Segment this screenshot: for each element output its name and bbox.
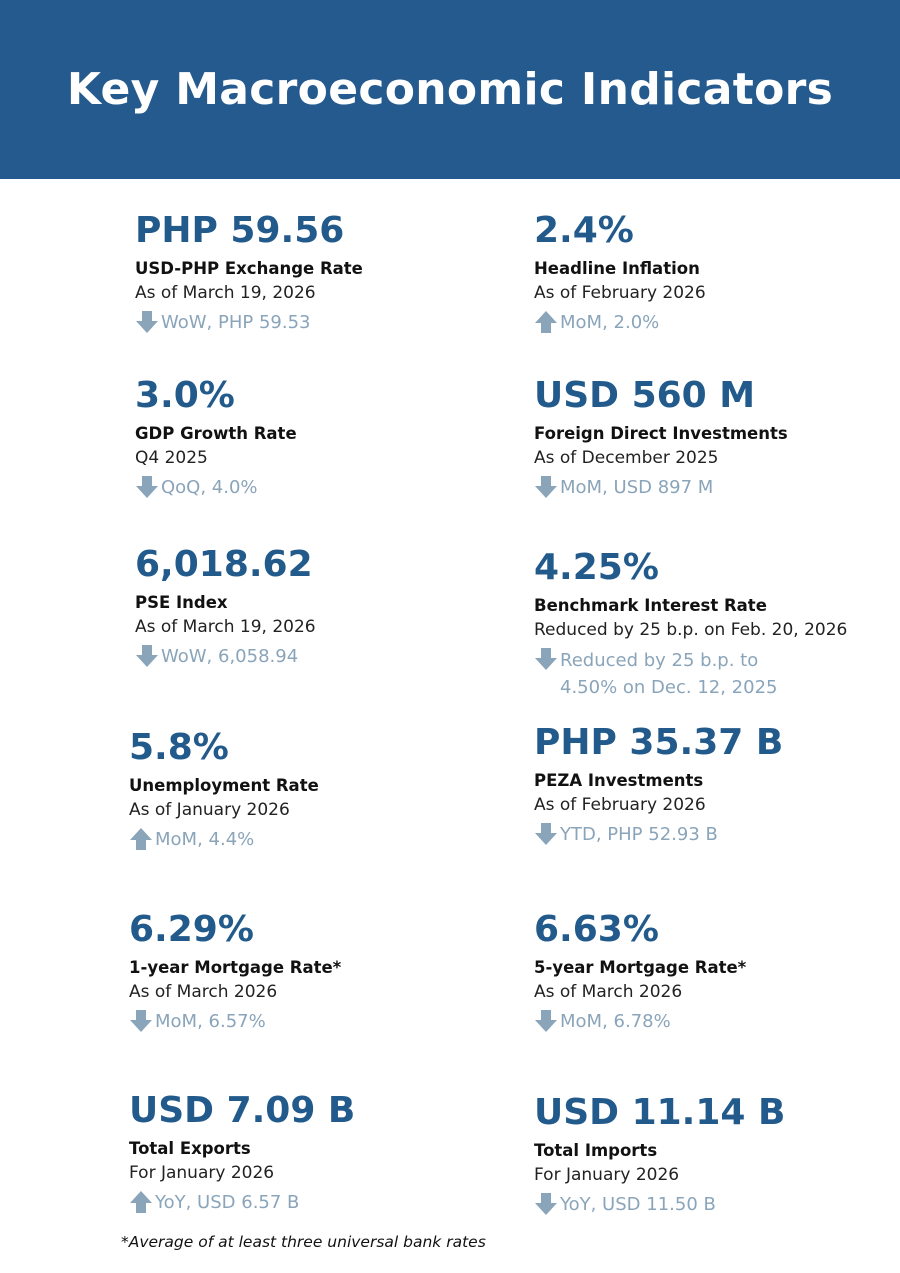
indicator-value: PHP 59.56 (135, 210, 345, 251)
indicator-value: 6,018.62 (135, 544, 313, 585)
footnote: *Average of at least three universal bank rates (121, 1233, 486, 1251)
arrow-down-icon (534, 1009, 558, 1033)
indicator-change (534, 1009, 746, 1035)
change-text: MoM, 4.4% (155, 829, 255, 850)
indicator-label: 5-year Mortgage Rate* (534, 958, 747, 977)
change-text: MoM, USD 897 M (560, 477, 714, 498)
indicator-date: Q4 2025 (135, 448, 208, 468)
indicator-change (135, 644, 316, 670)
indicator-5yr-mortgage (534, 908, 746, 1035)
indicator-value: USD 560 M (534, 375, 756, 416)
indicator-value: 5.8% (129, 727, 229, 768)
indicator-date: For January 2026 (129, 1163, 275, 1183)
indicator-label: GDP Growth Rate (135, 424, 297, 443)
header-banner (0, 0, 900, 179)
indicator-exchange-rate (135, 209, 363, 336)
indicator-value: 6.63% (534, 909, 659, 950)
indicator-date: As of February 2026 (534, 283, 706, 303)
indicator-value: 4.25% (534, 547, 659, 588)
indicator-total-imports (534, 1091, 785, 1218)
indicator-total-exports (129, 1089, 355, 1216)
arrow-up-icon (129, 1190, 153, 1214)
indicator-1yr-mortgage (129, 908, 341, 1035)
indicator-label: USD-PHP Exchange Rate (135, 259, 363, 278)
indicator-date: As of March 2026 (534, 982, 683, 1002)
arrow-down-icon (135, 644, 159, 668)
indicator-benchmark-interest (534, 546, 847, 701)
arrow-down-icon (534, 1192, 558, 1216)
indicator-change (534, 310, 706, 336)
change-text: QoQ, 4.0% (161, 477, 258, 498)
indicator-value: 2.4% (534, 210, 634, 251)
arrow-down-icon (135, 475, 159, 499)
indicator-label: 1-year Mortgage Rate* (129, 958, 342, 977)
indicator-value: 6.29% (129, 909, 254, 950)
arrow-down-icon (534, 822, 558, 846)
change-text: MoM, 6.78% (560, 1011, 671, 1032)
arrow-down-icon (129, 1009, 153, 1033)
change-text: Reduced by 25 b.p. to 4.50% on Dec. 12, 2025 (560, 650, 778, 698)
indicator-value: USD 7.09 B (129, 1090, 356, 1131)
indicator-change (534, 822, 783, 848)
indicator-date: As of January 2026 (129, 800, 290, 820)
indicator-change (135, 310, 363, 336)
indicator-pse-index (135, 543, 316, 670)
indicator-fdi (534, 374, 788, 501)
indicator-change (129, 827, 319, 853)
indicator-date: Reduced by 25 b.p. on Feb. 20, 2026 (534, 620, 848, 640)
indicator-headline-inflation (534, 209, 706, 336)
indicator-change (534, 475, 788, 501)
indicator-unemployment (129, 726, 319, 853)
indicator-label: Total Exports (129, 1139, 251, 1158)
indicator-label: Foreign Direct Investments (534, 424, 788, 443)
indicator-date: As of February 2026 (534, 795, 706, 815)
indicator-label: PEZA Investments (534, 771, 704, 790)
indicator-date: For January 2026 (534, 1165, 680, 1185)
indicator-date: As of December 2025 (534, 448, 719, 468)
indicator-change (534, 647, 847, 701)
arrow-up-icon (129, 827, 153, 851)
indicator-label: PSE Index (135, 593, 228, 612)
change-text: WoW, PHP 59.53 (161, 312, 311, 333)
arrow-up-icon (534, 310, 558, 334)
change-text: MoM, 6.57% (155, 1011, 266, 1032)
change-text: YoY, USD 6.57 B (155, 1192, 300, 1213)
indicator-peza-investments (534, 721, 783, 848)
indicator-change (135, 475, 297, 501)
change-text: YoY, USD 11.50 B (560, 1194, 716, 1215)
indicator-label: Headline Inflation (534, 259, 700, 278)
indicator-gdp-growth (135, 374, 297, 501)
change-text: WoW, 6,058.94 (161, 646, 299, 667)
arrow-down-icon (135, 310, 159, 334)
indicator-date: As of March 19, 2026 (135, 283, 316, 303)
indicator-change (129, 1009, 341, 1035)
indicator-label: Benchmark Interest Rate (534, 596, 767, 615)
change-text: YTD, PHP 52.93 B (560, 824, 718, 845)
indicator-value: USD 11.14 B (534, 1092, 786, 1133)
change-text: MoM, 2.0% (560, 312, 660, 333)
indicator-date: As of March 2026 (129, 982, 278, 1002)
indicator-change (534, 1192, 785, 1218)
indicator-date: As of March 19, 2026 (135, 617, 316, 637)
indicator-change (129, 1190, 355, 1216)
indicator-value: PHP 35.37 B (534, 722, 784, 763)
arrow-down-icon (534, 475, 558, 499)
indicator-label: Unemployment Rate (129, 776, 319, 795)
indicator-label: Total Imports (534, 1141, 658, 1160)
arrow-down-icon (534, 647, 558, 671)
indicator-value: 3.0% (135, 375, 235, 416)
page-title: Key Macroeconomic Indicators (66, 64, 834, 115)
